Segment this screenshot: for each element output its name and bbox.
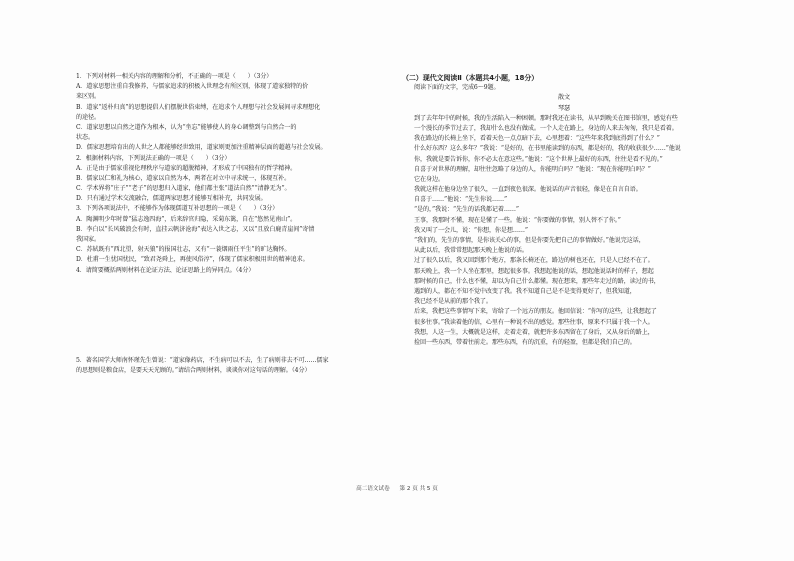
article-line: 王事，我那时不懂，现在是懂了一些。他说：“你要做的事情，别人替不了你。” xyxy=(414,216,621,224)
section-title: （二）现代文阅读Ⅱ（本题共4小题，18分） xyxy=(402,74,539,82)
footer-page-number: 第 2 页 共 5 页 xyxy=(399,486,438,492)
article-line: 一个漫长的季节过去了，我却什么也没有做成。一个人走在路上，身边的人来去匆匆，我只是看着。 xyxy=(414,124,678,132)
article-line: 遇到的人，都在不知不觉中改变了我。我不知道自己是不是变得更好了，但我知道， xyxy=(414,287,636,295)
question-line: A．正是由于儒家重视伦理秩序与道家的超脱精神，才形成了中国独有的哲学精神。 xyxy=(76,164,297,172)
article-line: 很多往事。”我读着他的信，心里有一种说不出的感觉。那些往事，原来不只属于我一个人。 xyxy=(414,318,654,326)
article-line: 自喜于对世界的理解，却往往忽略了身边的人，你能明白吗？”他说：“现在你能明白吗？” xyxy=(414,165,651,173)
question-line: B．李白以“长风破浪会有时，直挂云帆济沧海”表达入世之志，又以“且放白鹿青崖间”寄情 xyxy=(76,225,315,233)
answer-space xyxy=(76,276,398,356)
question-line: 5．著名国学大师南怀瑾先生曾说：“道家像药店，不生病可以不去，生了病则非去不可……儒家 xyxy=(76,356,329,364)
article-line: 你，我就是要告诉你，你不必太在意这些。”他说：“这个世界上最好的东西，往往是看不见的。” xyxy=(414,155,663,163)
article-line: 那天晚上，我一个人坐在那里，想起很多事。我想起他说的话，想起他说话时的样子，想起 xyxy=(414,267,654,275)
genre-label: 散文 xyxy=(558,94,570,102)
page-footer xyxy=(0,484,794,492)
question-line: 2．根据材料内容，下列说法正确的一项是（ ）（3分） xyxy=(76,154,231,162)
article-line: 过了很久以后，我又回到那个地方，那条长椅还在，路边的树也还在，只是人已经不在了。 xyxy=(414,257,654,265)
question-line: 3．下列各项说法中，不能够作为体现儒道互补思想的一项是（ ）（3分） xyxy=(76,205,279,213)
article-line: 我就这样在他身边坐了很久，一直到夜色很深。他说话的声音很轻，像是在自言自语。 xyxy=(414,186,642,194)
article-line: 捡回一些东西，带着往前走。那些东西，有的沉重，有的轻盈，但都是我们自己的。 xyxy=(414,338,636,346)
question-line: 1．下列对材料一相关内容的理解和分析，不正确的一项是（ ）（3分） xyxy=(76,73,273,80)
article-line: 什么好东西？这么多年？”我说：“是好的，在书里能读到的东西，都是好的，我的收获很少……”他说 xyxy=(414,145,681,153)
question-line: C．道家思想以自然之道作为根本，认为“坐忘”能够使人的身心调整到与自然合一的 xyxy=(76,123,297,131)
article-title: 琴瑟 xyxy=(558,104,570,112)
article-line: “是的，”我说：“先生的话我都记着……” xyxy=(414,206,519,214)
right-column xyxy=(402,72,726,348)
article-line: 自喜于……”他说：“先生你说……” xyxy=(414,196,507,204)
article-body xyxy=(402,114,726,348)
question-line: A．陶渊明少年时曾“猛志逸四海”，后来辞官归隐，采菊东篱，自在“悠然见南山”。 xyxy=(76,215,297,223)
article-line: 我在路边的长椅上坐下，看着天色一点点暗下去，心里想着：“这些年来我到底得到了什么？” xyxy=(414,135,660,143)
article-line: 那时候的自己，什么也不懂，却以为自己什么都懂。现在想来，那些年走过的路，读过的书， xyxy=(414,277,660,285)
question-line: 4．请简要概括两则材料在论证方法、论证思路上的异同点。（4分） xyxy=(76,266,255,274)
footer-subject: 高二语文试卷 xyxy=(356,486,390,492)
question-line: 的思想则是粮食店，是要天天光顾的。”请结合两则材料，谈谈你对这句话的理解。（4分） xyxy=(76,366,311,374)
article-line: 我想，人这一生，大概就是这样，走着走着，就把许多东西留在了身后，又从身后的路上， xyxy=(414,328,654,336)
article-line: 我又叫了一会儿，说：“你想，你是想……” xyxy=(414,226,528,234)
left-question-lines xyxy=(76,72,398,276)
left-column xyxy=(76,72,398,376)
question-line: 来区别。 xyxy=(76,93,100,101)
article-line: 到了去年年中的时候，我的生活陷入一种困顿。那时我还在读书，从早到晚关在图书馆里，感觉有些 xyxy=(414,114,678,122)
question-line: B．儒家以仁和礼为核心，道家以自然为本，两者在对立中寻求统一，体现互补。 xyxy=(76,174,291,182)
question-line: B．道家“返朴归真”的思想提倡人们摆脱世俗束缚，在追求个人理想与社会发展间寻求理想化 xyxy=(76,103,321,111)
question-line: C．学术界将“庄子”“老子”的思想归入道家，他们都主张“道法自然”“清静无为”。 xyxy=(76,185,291,193)
question-5 xyxy=(76,356,398,376)
question-line: 状态。 xyxy=(76,134,94,142)
question-line: A．道家思想注重自我修养，与儒家追求的积极入世理念有所区别，体现了道家独特的价 xyxy=(76,83,309,91)
article-line: “我们的，先生的事情，是你该关心的事，但是你要先把自己的事情做好。”他说完这话， xyxy=(414,237,645,244)
question-line: C．苏轼既有“西北望，射天狼”的报国壮志，又有“一蓑烟雨任平生”的旷达胸怀。 xyxy=(76,246,291,254)
article-line: 后来，我把这些事情写下来，寄给了一个远方的朋友。他回信说：“你写的这些，让我想起了 xyxy=(414,308,657,316)
article-line: 我已经不是从前的那个我了。 xyxy=(414,298,492,306)
question-line: D．儒家思想培育出的人世之人都能够经世致用，道家则更加注重精神层面的超越与社会发展。 xyxy=(76,144,327,152)
question-line: 的途径。 xyxy=(76,113,100,121)
question-line: D．只有通过学术交流融合，儒道两家思想才能够互相补充，共同发展。 xyxy=(76,195,267,203)
question-line: 我国家。 xyxy=(76,236,100,243)
question-line: D．杜甫一生忧国忧民，“致君尧舜上，再使风俗淳”，体现了儒家积极用世的精神追求。 xyxy=(76,256,309,264)
section-instruction: 阅读下面的文字，完成6～9题。 xyxy=(414,84,500,92)
article-line: 它在身边。 xyxy=(414,175,444,183)
article-line: 从此以后，我常常想起那天晚上他说的话。 xyxy=(414,247,528,255)
